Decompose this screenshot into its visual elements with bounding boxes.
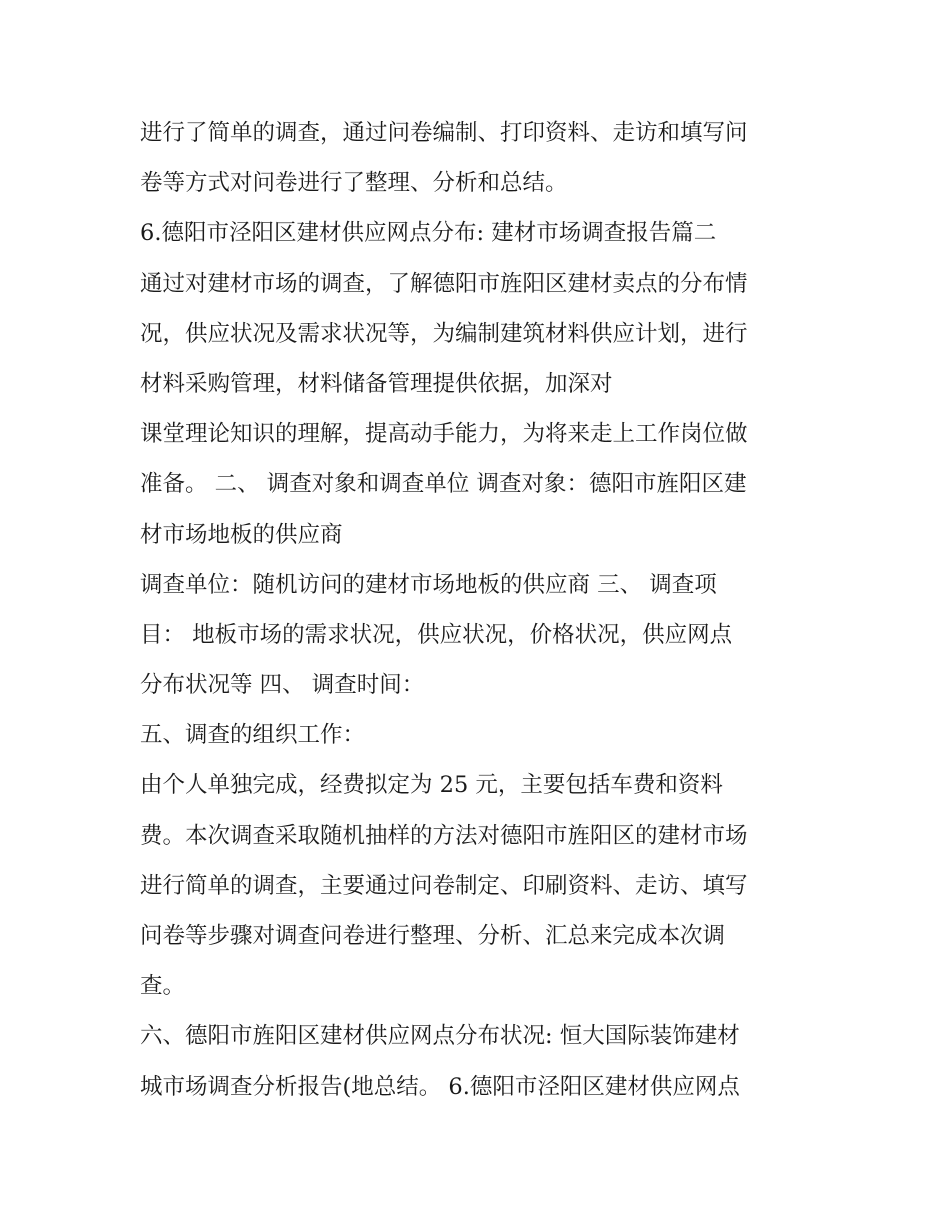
text-line: 调查单位：随机访问的建材市场地板的供应商 三、 调查项 <box>140 571 717 598</box>
text-line: 费。本次调查采取随机抽样的方法对德阳市旌阳区的建材市场 <box>140 822 748 849</box>
text-line: 卷等方式对问卷进行了整理、分析和总结。 <box>140 170 568 197</box>
text-line: 目： 地板市场的需求状况，供应状况，价格状况，供应网点 <box>140 621 733 648</box>
text-line: 进行简单的调查，主要通过问卷制定、印刷资料、走访、填写 <box>140 872 748 899</box>
text-line: 查。 <box>140 973 186 1000</box>
text-line: 准备。 二、 调查对象和调查单位 调查对象：德阳市旌阳区建 <box>140 471 747 498</box>
text-line: 况，供应状况及需求状况等，为编制建筑材料供应计划，进行 <box>140 320 748 347</box>
text-line: 由个人单独完成，经费拟定为 25 元，主要包括车费和资料 <box>140 772 723 799</box>
text-line: 问卷等步骤对调查问卷进行整理、分析、汇总来完成本次调 <box>140 923 726 949</box>
text-line: 材料采购管理，材料储备管理提供依据，加深对 <box>140 370 613 397</box>
text-line: 6.德阳市泾阳区建材供应网点分布: 建材市场调查报告篇二 <box>140 220 717 247</box>
text-line: 五、调查的组织工作： <box>140 722 366 749</box>
text-line: 进行了简单的调查，通过问卷编制、打印资料、走访和填写问 <box>140 120 748 146</box>
text-line: 六、德阳市旌阳区建材供应网点分布状况: 恒大国际装饰建材 <box>140 1023 740 1050</box>
document-body <box>140 108 830 1112</box>
text-line: 通过对建材市场的调查，了解德阳市旌阳区建材卖点的分布情 <box>140 270 748 297</box>
text-line: 分布状况等 四、 调查时间： <box>140 672 425 699</box>
text-line: 城市场调查分析报告(地总结。 6.德阳市泾阳区建材供应网点 <box>140 1073 740 1100</box>
text-line: 课堂理论知识的理解，提高动手能力，为将来走上工作岗位做 <box>140 421 748 448</box>
text-line: 材市场地板的供应商 <box>140 521 343 548</box>
